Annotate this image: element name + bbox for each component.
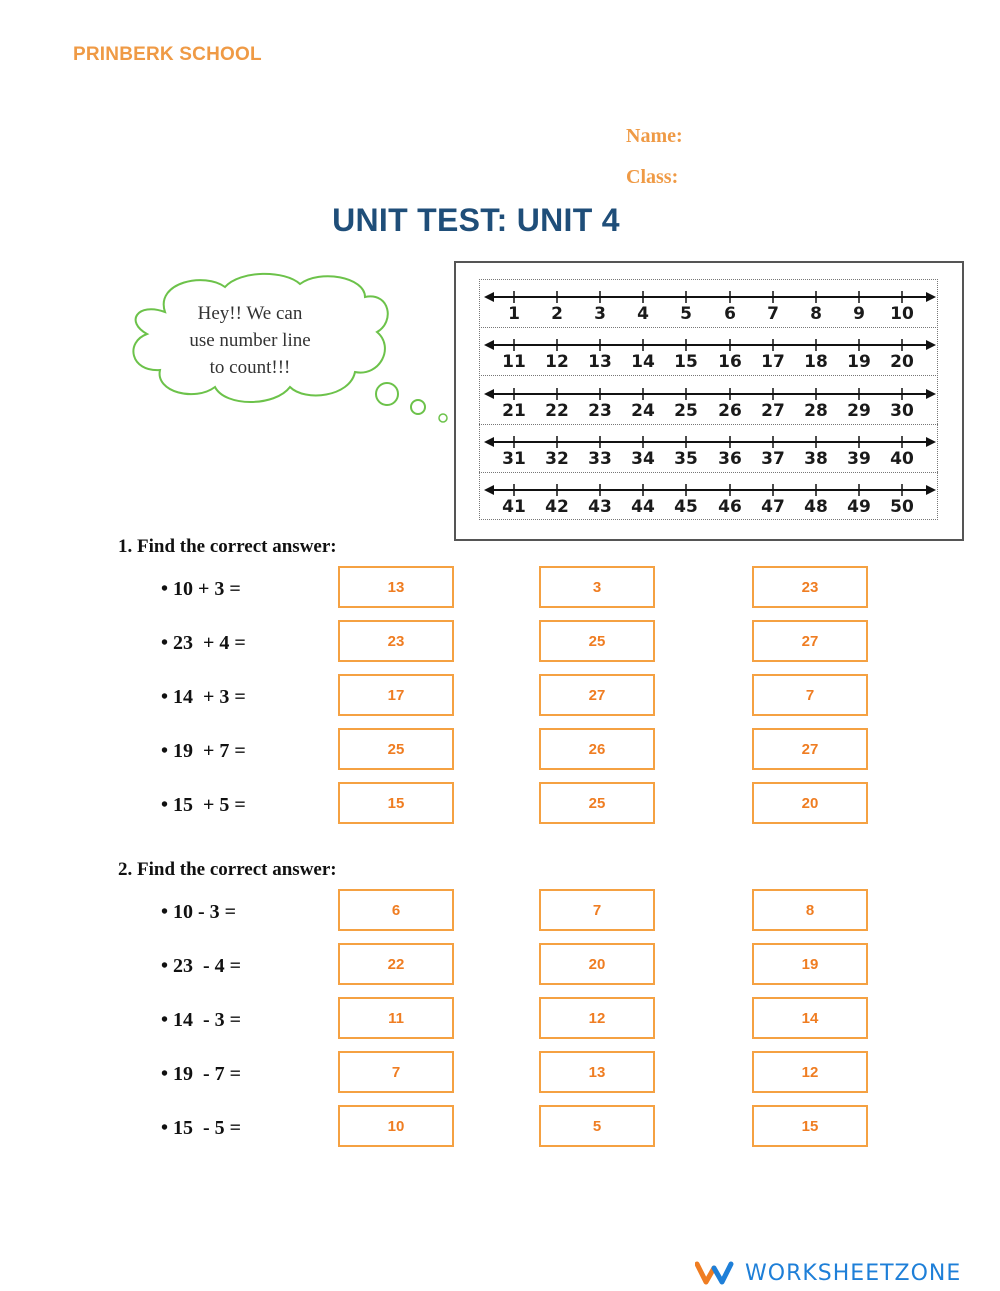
number-line-label: 7	[767, 304, 779, 324]
bullet-icon: •	[161, 955, 174, 977]
answer-option-button[interactable]: 7	[752, 674, 868, 716]
number-line-label: 32	[545, 449, 569, 469]
footer-brand-text: WORKSHEETZONE	[745, 1260, 962, 1286]
question-row	[0, 578, 1000, 622]
number-line-divider	[479, 327, 938, 328]
answer-option-button[interactable]: 23	[752, 566, 868, 608]
answer-option-button[interactable]: 22	[338, 943, 454, 985]
number-line-label: 18	[804, 352, 828, 372]
number-line-label: 5	[680, 304, 692, 324]
answer-option-button[interactable]: 3	[539, 566, 655, 608]
bullet-icon: •	[161, 740, 174, 762]
answer-option-button[interactable]: 20	[539, 943, 655, 985]
bullet-icon: •	[161, 686, 174, 708]
question-row	[0, 794, 1000, 838]
number-line-label: 35	[674, 449, 698, 469]
number-line-divider	[479, 424, 938, 425]
question-expression: 19 + 7 =	[173, 740, 246, 762]
question-expression: 23 - 4 =	[173, 955, 242, 977]
number-line-label: 39	[847, 449, 871, 469]
answer-option-button[interactable]: 11	[338, 997, 454, 1039]
number-line-label: 15	[674, 352, 698, 372]
number-line-label: 50	[890, 497, 914, 517]
answer-option-button[interactable]: 19	[752, 943, 868, 985]
number-line-label: 44	[631, 497, 655, 517]
answer-option-button[interactable]: 12	[539, 997, 655, 1039]
number-line-label: 45	[674, 497, 698, 517]
number-line-label: 29	[847, 401, 871, 421]
question-row	[0, 1009, 1000, 1053]
bullet-icon: •	[161, 632, 174, 654]
question-row	[0, 632, 1000, 676]
bullet-icon: •	[161, 1117, 174, 1139]
number-line-label: 12	[545, 352, 569, 372]
answer-option-button[interactable]: 13	[539, 1051, 655, 1093]
number-line-label: 46	[718, 497, 742, 517]
answer-option-button[interactable]: 25	[539, 782, 655, 824]
answer-option-button[interactable]: 8	[752, 889, 868, 931]
number-line-label: 22	[545, 401, 569, 421]
number-line-label: 16	[718, 352, 742, 372]
number-line-label: 9	[853, 304, 865, 324]
answer-option-button[interactable]: 27	[752, 620, 868, 662]
question-text	[161, 1063, 241, 1086]
answer-option-button[interactable]: 5	[539, 1105, 655, 1147]
number-line-label: 21	[502, 401, 526, 421]
question-row	[0, 955, 1000, 999]
question-expression: 23 + 4 =	[173, 632, 246, 654]
answer-option-button[interactable]: 27	[752, 728, 868, 770]
answer-option-button[interactable]: 6	[338, 889, 454, 931]
worksheetzone-logo-icon	[695, 1260, 735, 1286]
number-line-label: 43	[588, 497, 612, 517]
answer-option-button[interactable]: 25	[539, 620, 655, 662]
question-text	[161, 578, 241, 601]
number-line-label: 8	[810, 304, 822, 324]
footer-brand	[695, 1257, 961, 1289]
question-text	[161, 686, 246, 709]
answer-option-button[interactable]: 26	[539, 728, 655, 770]
bubble-line: use number line	[189, 330, 311, 351]
number-line-label: 3	[594, 304, 606, 324]
question-expression: 14 - 3 =	[173, 1009, 242, 1031]
answer-option-button[interactable]: 10	[338, 1105, 454, 1147]
question-expression: 15 - 5 =	[173, 1117, 242, 1139]
answer-option-button[interactable]: 23	[338, 620, 454, 662]
answer-option-button[interactable]: 20	[752, 782, 868, 824]
number-line-label: 34	[631, 449, 655, 469]
number-line-label: 23	[588, 401, 612, 421]
number-line-label: 30	[890, 401, 914, 421]
question-text	[161, 955, 241, 978]
number-line-label: 17	[761, 352, 785, 372]
number-line-label: 27	[761, 401, 785, 421]
number-line-label: 37	[761, 449, 785, 469]
answer-option-button[interactable]: 15	[752, 1105, 868, 1147]
answer-option-button[interactable]: 7	[338, 1051, 454, 1093]
question-row	[0, 1063, 1000, 1107]
answer-option-button[interactable]: 13	[338, 566, 454, 608]
section-2-title: 2. Find the correct answer:	[118, 859, 337, 880]
answer-option-button[interactable]: 12	[752, 1051, 868, 1093]
answer-option-button[interactable]: 17	[338, 674, 454, 716]
question-text	[161, 1009, 241, 1032]
answer-option-button[interactable]: 14	[752, 997, 868, 1039]
question-row	[0, 686, 1000, 730]
number-line-label: 24	[631, 401, 655, 421]
question-expression: 10 - 3 =	[173, 901, 237, 923]
number-line-label: 11	[502, 352, 526, 372]
number-line-label: 48	[804, 497, 828, 517]
number-line-label: 25	[674, 401, 698, 421]
name-label: Name:	[626, 125, 683, 147]
number-line-label: 38	[804, 449, 828, 469]
question-expression: 14 + 3 =	[173, 686, 246, 708]
number-line-label: 2	[551, 304, 563, 324]
school-name: PRINBERK SCHOOL	[73, 44, 262, 65]
bullet-icon: •	[161, 1063, 174, 1085]
question-text	[161, 632, 246, 655]
number-line-label: 1	[508, 304, 520, 324]
number-line-label: 47	[761, 497, 785, 517]
number-line-label: 40	[890, 449, 914, 469]
number-line-label: 33	[588, 449, 612, 469]
number-line-label: 6	[724, 304, 736, 324]
number-line-label: 10	[890, 304, 914, 324]
answer-option-button[interactable]: 25	[338, 728, 454, 770]
question-text	[161, 901, 236, 924]
class-label: Class:	[626, 166, 679, 188]
number-line-label: 20	[890, 352, 914, 372]
number-line-divider	[479, 375, 938, 376]
number-line-label: 19	[847, 352, 871, 372]
question-text	[161, 794, 246, 817]
number-line-label: 41	[502, 497, 526, 517]
bullet-icon: •	[161, 578, 174, 600]
number-line-label: 36	[718, 449, 742, 469]
bullet-icon: •	[161, 901, 174, 923]
page-title: UNIT TEST: UNIT 4	[332, 202, 620, 238]
answer-option-button[interactable]: 27	[539, 674, 655, 716]
question-row	[0, 901, 1000, 945]
question-row	[0, 740, 1000, 784]
bubble-line: to count!!!	[209, 357, 291, 378]
number-line-label: 49	[847, 497, 871, 517]
number-line-label: 4	[637, 304, 649, 324]
number-line-label: 14	[631, 352, 655, 372]
question-text	[161, 740, 246, 763]
question-text	[161, 1117, 241, 1140]
question-expression: 15 + 5 =	[173, 794, 246, 816]
section-1-title: 1. Find the correct answer:	[118, 536, 337, 557]
answer-option-button[interactable]: 7	[539, 889, 655, 931]
question-expression: 10 + 3 =	[173, 578, 241, 600]
bullet-icon: •	[161, 794, 174, 816]
bubble-line: Hey!! We can	[197, 303, 303, 324]
bullet-icon: •	[161, 1009, 174, 1031]
number-line-divider	[479, 472, 938, 473]
number-line-label: 13	[588, 352, 612, 372]
question-expression: 19 - 7 =	[173, 1063, 242, 1085]
answer-option-button[interactable]: 15	[338, 782, 454, 824]
number-line-label: 28	[804, 401, 828, 421]
number-line-label: 42	[545, 497, 569, 517]
number-line-label: 31	[502, 449, 526, 469]
question-row	[0, 1117, 1000, 1161]
number-line-label: 26	[718, 401, 742, 421]
